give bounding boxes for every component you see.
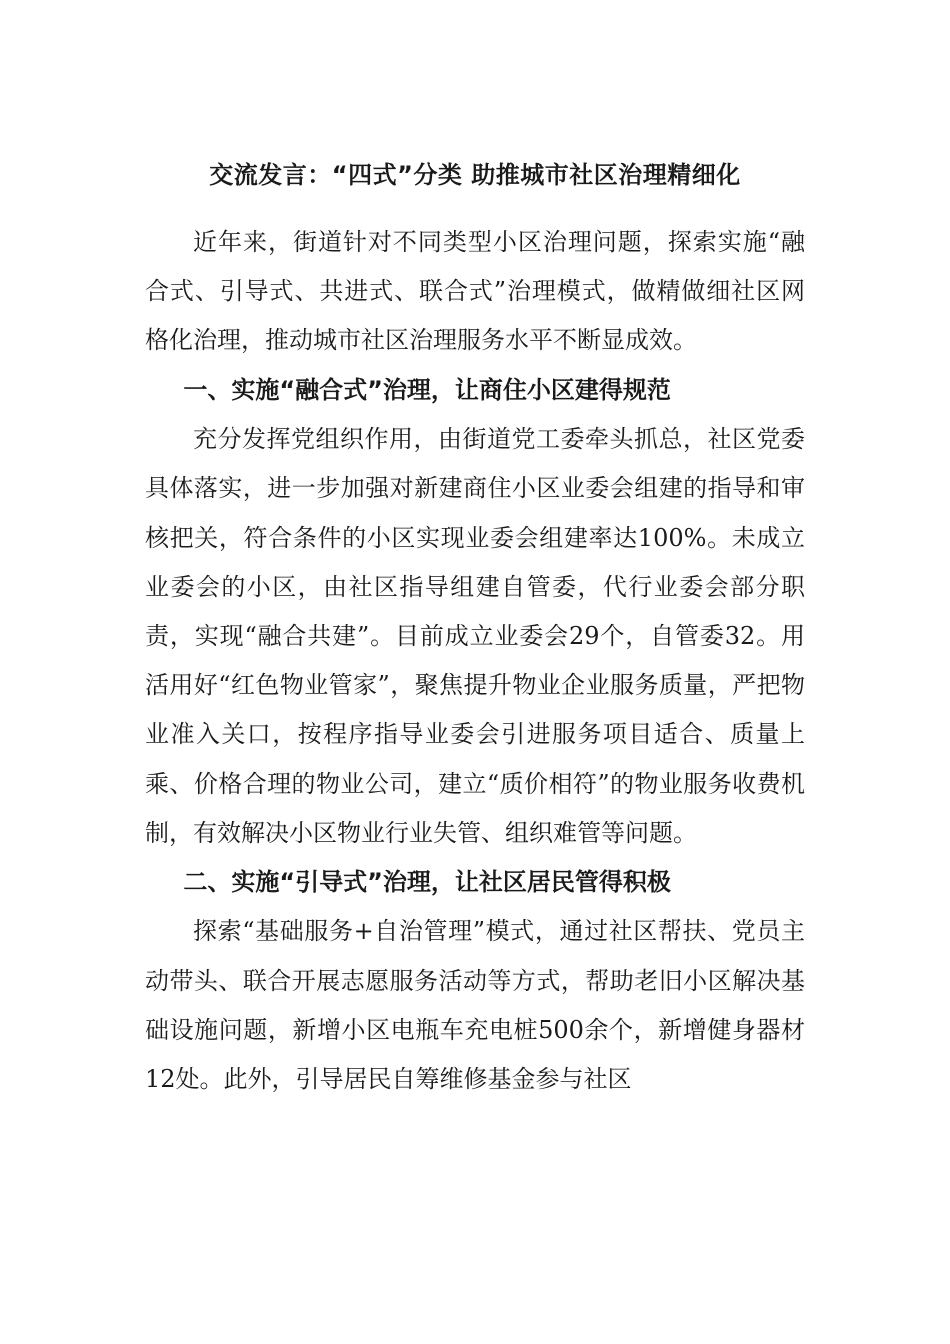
section-1-body: 充分发挥党组织作用，由街道党工委牵头抓总，社区党委具体落实，进一步加强对新建商住小区业委会组建的指导和审核把关，符合条件的小区实现业委会组建率达100%。未成立业委会的小区，由社区指导组建自管委，代行业委会部分职责，实现“融合共建”。目前成立业委会29个，自管委32。用活用好“红色物业管家”，聚焦提升物业企业服务质量，严把物业准入关口，按程序指导业委会引进服务项目适合、质量上乘、价格合理的物业公司，建立“质价相符”的物业服务收费机制，有效解决小区物业行业失管、组织难管等问题。 [145,425,805,847]
section-2-body: 探索“基础服务+自治管理”模式，通过社区帮扶、党员主动带头、联合开展志愿服务活动等方式，帮助老旧小区解决基础设施问题，新增小区电瓶车充电桩500余个，新增健身器材12处。此外，引导居民自筹维修基金参与社区 [145,917,805,1094]
document-title: 交流发言：“四式”分类 助推城市社区治理精细化 [209,161,741,189]
intro-paragraph: 近年来，街道针对不同类型小区治理问题，探索实施“融合式、引导式、共进式、联合式”治理模式，做精做细社区网格化治理，推动城市社区治理服务水平不断显成效。 [145,228,805,355]
document-page [145,150,805,1104]
section-1-heading: 一、实施“融合式”治理，让商住小区建得规范 [183,375,671,404]
section-2-heading: 二、实施“引导式”治理，让社区居民管得积极 [183,867,671,896]
